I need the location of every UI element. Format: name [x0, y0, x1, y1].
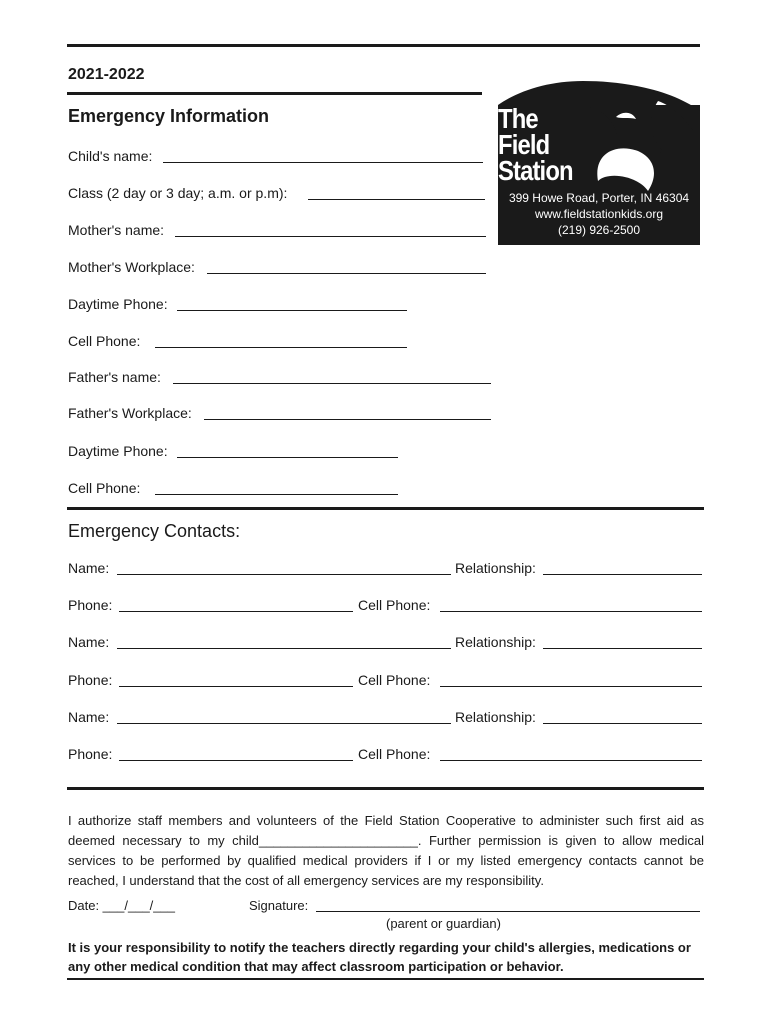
contact-1-name-label: Name:: [68, 560, 110, 576]
date-label: Date: ___/___/___: [68, 898, 175, 913]
school-year: 2021-2022: [68, 66, 145, 83]
contact-2-phone-label: Phone:: [68, 672, 113, 688]
contact-2-phone-field[interactable]: [119, 686, 353, 687]
header-rule: [67, 92, 482, 95]
fathers-name-label: Father's name:: [68, 369, 161, 385]
mothers-workplace-field[interactable]: [207, 273, 486, 274]
contact-2-relationship-field[interactable]: [543, 648, 702, 649]
father-cell-phone-label: Cell Phone:: [68, 480, 141, 496]
contact-3-relationship-field[interactable]: [543, 723, 702, 724]
fathers-name-field[interactable]: [173, 383, 491, 384]
contact-3-cell-field[interactable]: [440, 760, 702, 761]
contact-2-relationship-label: Relationship:: [455, 634, 536, 650]
father-daytime-phone-field[interactable]: [177, 457, 398, 458]
father-cell-phone-field[interactable]: [155, 494, 398, 495]
mother-cell-phone-label: Cell Phone:: [68, 333, 141, 349]
contact-3-name-label: Name:: [68, 709, 110, 725]
contact-1-name-field[interactable]: [117, 574, 451, 575]
contact-1-cell-label: Cell Phone:: [358, 597, 431, 613]
contact-2-name-field[interactable]: [117, 648, 451, 649]
logo-word-field: Field: [498, 129, 550, 160]
father-daytime-phone-label: Daytime Phone:: [68, 443, 168, 459]
logo-address: 399 Howe Road, Porter, IN 46304: [508, 191, 690, 205]
contact-1-relationship-field[interactable]: [543, 574, 702, 575]
authorization-paragraph: I authorize staff members and volunteers of the Field Station Cooperative to administer such first aid as deemed necessary to my child______________________. Further permission is given to allow medical services to be performed by qualified medical providers if I or my listed emergency contacts cannot be reached, I understand that the cost of all emergency services are my responsibility.: [68, 813, 704, 888]
logo-phone: (219) 926-2500: [557, 223, 641, 237]
responsibility-note: It is your responsibility to notify the teachers directly regarding your child's allergies, medications or any other medical condition that may affect classroom participation or behavior.: [68, 940, 691, 974]
signature-field[interactable]: [316, 911, 700, 912]
logo-word-the: The: [498, 103, 538, 134]
childs-name-field[interactable]: [163, 162, 483, 163]
class-label: Class (2 day or 3 day; a.m. or p.m):: [68, 185, 288, 201]
contact-2-name-label: Name:: [68, 634, 110, 650]
contact-1-cell-field[interactable]: [440, 611, 702, 612]
mothers-workplace-label: Mother's Workplace:: [68, 259, 195, 275]
mothers-name-field[interactable]: [175, 236, 486, 237]
contact-3-name-field[interactable]: [117, 723, 451, 724]
contact-3-cell-label: Cell Phone:: [358, 746, 431, 762]
logo-website: www.fieldstationkids.org: [534, 207, 664, 221]
contact-3-relationship-label: Relationship:: [455, 709, 536, 725]
signature-label: Signature:: [249, 898, 309, 913]
contact-2-cell-label: Cell Phone:: [358, 672, 431, 688]
logo-word-station: Station: [498, 155, 573, 186]
emergency-contacts-heading: Emergency Contacts:: [68, 521, 241, 541]
fathers-workplace-label: Father's Workplace:: [68, 405, 192, 421]
mother-daytime-phone-field[interactable]: [177, 310, 407, 311]
class-field[interactable]: [308, 199, 485, 200]
mothers-name-label: Mother's name:: [68, 222, 165, 238]
logo-wordmark: [498, 103, 583, 186]
contact-3-phone-label: Phone:: [68, 746, 113, 762]
contact-2-cell-field[interactable]: [440, 686, 702, 687]
authorization-rule: [67, 787, 704, 790]
bottom-rule: [67, 978, 704, 980]
logo-contact: [498, 190, 700, 238]
top-rule: [67, 44, 700, 47]
section-rule: [67, 507, 704, 510]
page-title: Emergency Information: [68, 106, 270, 126]
mother-daytime-phone-label: Daytime Phone:: [68, 296, 168, 312]
mother-cell-phone-field[interactable]: [155, 347, 407, 348]
contact-1-phone-label: Phone:: [68, 597, 113, 613]
contact-1-phone-field[interactable]: [119, 611, 353, 612]
signature-note: (parent or guardian): [386, 916, 501, 931]
contact-1-relationship-label: Relationship:: [455, 560, 536, 576]
contact-3-phone-field[interactable]: [119, 760, 353, 761]
fathers-workplace-field[interactable]: [204, 419, 491, 420]
childs-name-label: Child's name:: [68, 148, 153, 164]
